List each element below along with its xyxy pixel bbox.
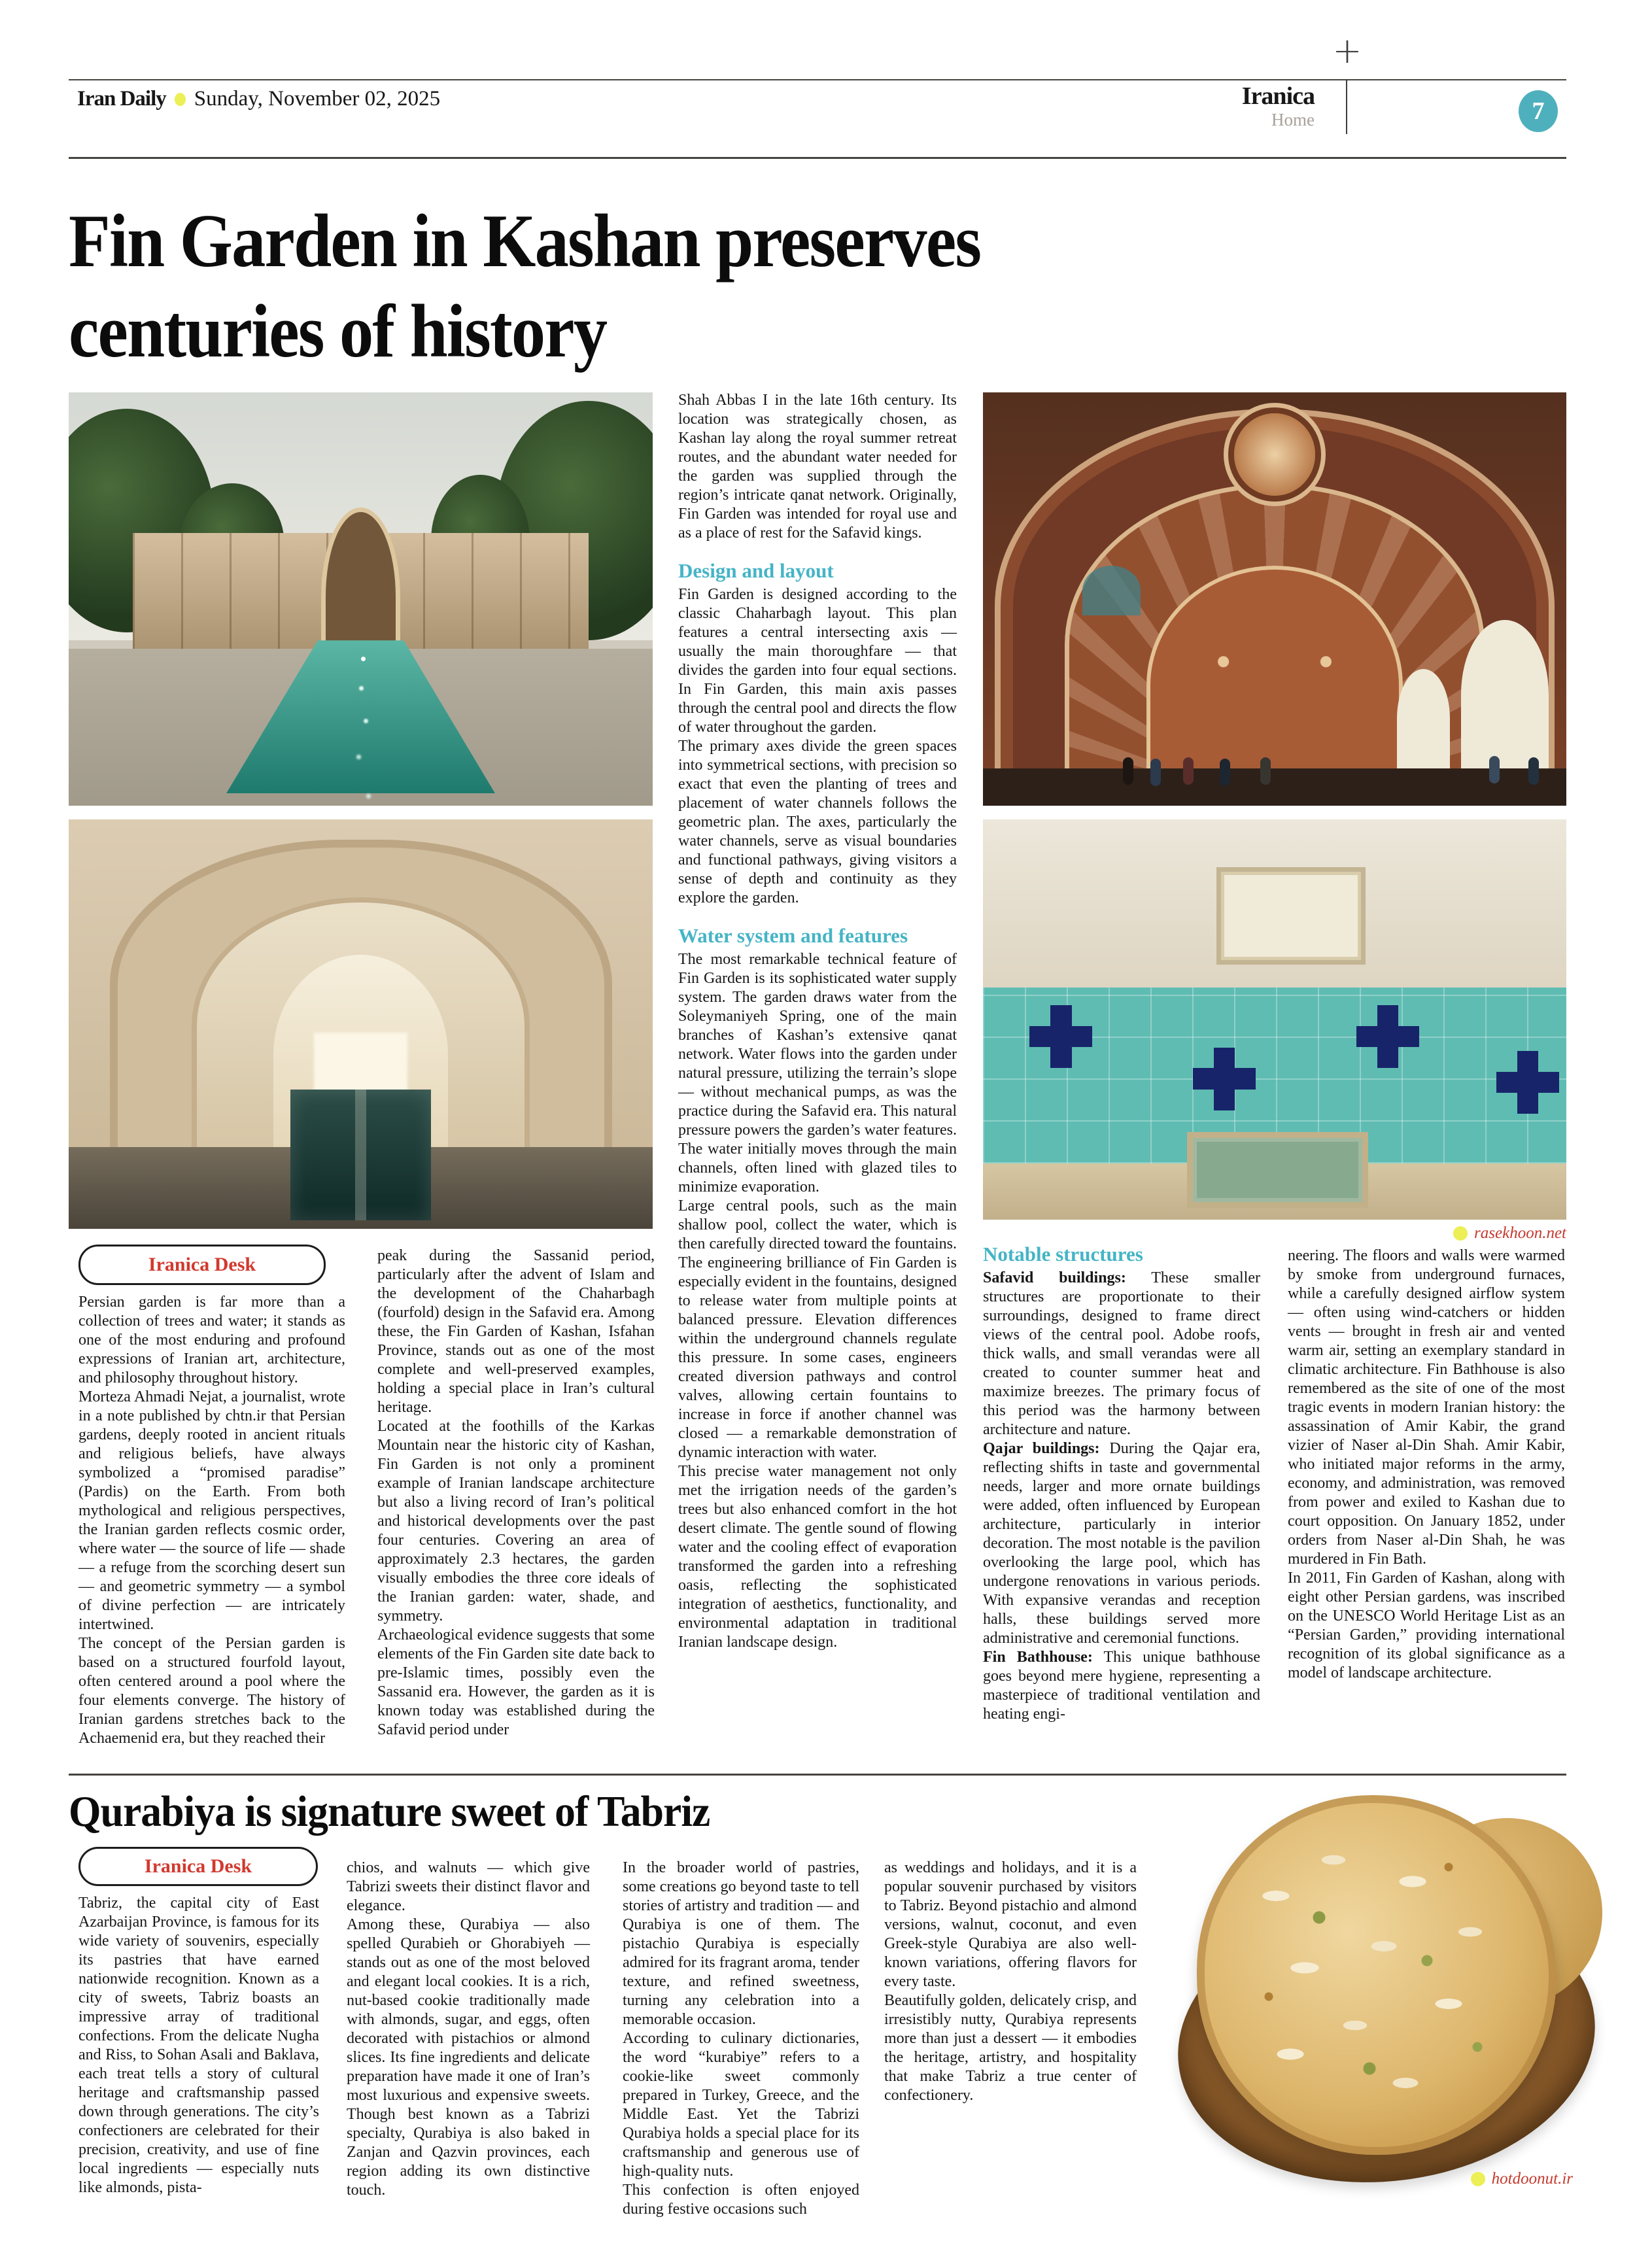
photo-tile-cross-motif	[1356, 1005, 1419, 1068]
article-paragraph: Morteza Ahmadi Nejat, a journalist, wrote in a note published by chtn.ir that Persian gardens, deeply rooted in ancient rituals and religious beliefs, have always symbolized a “promised paradise” (Pardis) on the Earth. From both mythological and religious perspectives, the Iranian garden reflects cosmic order, where water — the source of life — shade — a refuge from the scorching desert sun — and geometric symmetry — a symbol of divine perfection — are intricately intertwined.	[78, 1388, 345, 1633]
main-headline-line2: centuries of history	[69, 290, 607, 373]
article-paragraph: Persian garden is far more than a collection of trees and water; it stands as one of the most enduring and profound expressions of Iranian art, architecture, and philosophy throughout history.	[78, 1294, 345, 1386]
section-heading-water-system: Water system and features	[678, 924, 908, 947]
iranica-desk-badge	[78, 1847, 318, 1886]
article-paragraph: as weddings and holidays, and it is a popular souvenir purchased by visitors to Tabriz. Beyond pistachio and almond versions, walnut, coconut, and even Greek-style Qurabiya are also well-known variations, offering flavors for every taste.	[884, 1859, 1137, 1990]
bottom-article-column-4	[884, 1859, 1137, 2105]
article-paragraph: In 2011, Fin Garden of Kashan, along with eight other Persian gardens, was inscribed on the UNESCO World Heritage List as an “Persian Garden,” providing international recognition of its global significance as a model of landscape architecture.	[1288, 1570, 1565, 1681]
photo-credit-bathhouse	[1341, 1224, 1566, 1243]
yellow-dot-icon	[1471, 2172, 1485, 2186]
article-paragraph: chios, and walnuts — which give Tabrizi sweets their distinct flavor and elegance.	[347, 1859, 590, 1914]
iranica-desk-badge	[78, 1245, 326, 1285]
article-paragraph: Fin Garden is designed according to the classic Chaharbagh layout. This plan features a central intersecting axis — usually the main thoroughfare — that divides the garden into four equal sections. In Fin Garden, this main axis passes through the central pool and directs the flow of water throughout the garden.	[678, 586, 957, 736]
photo-credit-cookie	[1357, 2170, 1573, 2188]
article-paragraph	[983, 1439, 1260, 1648]
article-paragraph: neering. The floors and walls were warmed by smoke from underground furnaces, while a carefully designed airflow system — often using wind-catchers or hidden vents — brought in fresh air and vented warm air, setting an exemplary standard in climatic architecture. Fin Bathhouse is also remembered as the site of one of the most tragic events in modern Iranian history: the assassination of Amir Kabir, the grand vizier of Naser al-Din Shah. Amir Kabir, who initiated major reforms in the army, economy, and administration, was removed from power and exiled to Kashan due to court opposition. On January 1852, under orders from Naser al-Din Shah, he was murdered in Fin Bath.	[1288, 1247, 1565, 1568]
article-paragraph: Tabriz, the capital city of East Azarbaijan Province, is famous for its wide variety of souvenirs, especially its pastries that have earned nationwide recognition. Known as a city of sweets, Tabriz boasts an impressive array of traditional confections. From the delicate Nugha and Riss, to Sohan Asali and Baklava, each treat tells a story of cultural heritage and craftsmanship passed down through generations. The city’s confectioners are celebrated for their precision, creativity, and use of fine local ingredients — especially nuts like almonds, pista-	[78, 1895, 319, 2196]
photo-teal-niche	[1082, 566, 1141, 615]
photo-qurabiya-cookie	[1161, 1792, 1619, 2191]
photo-credit-text: rasekhoon.net	[1474, 1224, 1566, 1242]
paragraph-text: This unique bathhouse goes beyond mere hygiene, representing a masterpiece of traditional ventilation and heating engi-	[983, 1649, 1260, 1723]
desk-label: Iranica Desk	[144, 1855, 252, 1877]
photo-tile-cross-motif	[1496, 1051, 1559, 1114]
photo-inscription-plaque	[1216, 867, 1366, 965]
paragraph-lead: Fin Bathhouse:	[983, 1649, 1093, 1666]
article-paragraph: peak during the Sassanid period, particularly after the advent of Islam and the development of the Chaharbagh (fourfold) design in the Safavid era. Among these, the Fin Garden of Kashan, Isfahan Province, stands out as one of the most complete and well-preserved examples, holding a special place in Iran’s cultural heritage.	[377, 1247, 655, 1416]
section-heading-design-and-layout: Design and layout	[678, 559, 834, 582]
article-paragraph: Beautifully golden, delicately crisp, and irresistibly nutty, Qurabiya represents more than just a dessert — it embodies the heritage, artistry, and hospitality that make Tabriz a true center of confectionery.	[884, 1992, 1137, 2104]
photo-fin-garden-interior-pool	[69, 819, 653, 1229]
paragraph-text: During the Qajar era, reflecting shifts in taste and governmental needs, larger and more ornate buildings were added, often influenced by European architecture, particularly in interior decoration. The most notable is the pavilion overlooking the large pool, which has undergone renovations in various periods. With expansive verandas and reception halls, these buildings served more administrative and ceremonial functions.	[983, 1440, 1261, 1647]
main-article-column-2	[377, 1246, 655, 1740]
desk-label: Iranica Desk	[148, 1254, 256, 1275]
article-paragraph: The concept of the Persian garden is based on a structured fourfold layout, often centered around a pool where the four elements converge. The history of Iranian gardens stretches back to the Achaemenid era, but they reached their	[78, 1635, 345, 1747]
paragraph-text: These smaller structures are proportionate to their surroundings, designed to frame direct views of the central pool. Adobe roofs, thick walls, and small verandas were all created to counter summer heat and maximize breezes. The primary focus of this period was the harmony between architecture and nature.	[983, 1269, 1260, 1438]
section-block	[1086, 82, 1315, 129]
section-heading-notable-structures: Notable structures	[983, 1243, 1143, 1265]
main-article-column-middle	[678, 391, 957, 1652]
section-title[interactable]: Iranica	[1241, 82, 1315, 110]
bottom-article-column-2	[347, 1859, 590, 2200]
main-article-column-5	[1288, 1246, 1565, 1683]
article-divider-rule	[69, 1774, 1566, 1776]
article-paragraph: Archaeological evidence suggests that some elements of the Fin Garden site date back to pre-Islamic times, possibly even the Sassanid era. However, the garden as it is known today was established during the Safavid period under	[377, 1626, 655, 1738]
photo-fin-bathhouse-tiles	[983, 819, 1566, 1220]
article-paragraph: In the broader world of pastries, some creations go beyond taste to tell stories of artistry and tradition — and Qurabiya is one of them. The pistachio Qurabiya is especially admired for its fragrant aroma, tender texture, and refined sweetness, turning any celebration into a memorable occasion.	[623, 1859, 859, 2028]
bottom-article-column-1	[78, 1894, 319, 2197]
section-home-label[interactable]: Home	[1271, 110, 1315, 129]
photo-tile-cross-motif	[1029, 1005, 1092, 1068]
issue-date: Sunday, November 02, 2025	[194, 87, 441, 111]
page-number-badge: 7	[1519, 90, 1558, 132]
article-paragraph: This confection is often enjoyed during festive occasions such	[623, 2182, 859, 2218]
main-headline-line1: Fin Garden in Kashan preserves	[69, 199, 981, 283]
photo-credit-text: hotdoonut.ir	[1491, 2170, 1573, 2188]
brand-title: Iran Daily	[77, 87, 166, 111]
article-paragraph: Large central pools, such as the main shallow pool, collect the water, which is then carefully directed toward the fountains. The engineering brilliance of Fin Garden is especially evident in the fountains, designed to release water from multiple points at balanced pressure. Elevation differences within the underground channels regulate this pressure. In some cases, engineers created diversion pathways and control valves, allowing certain fountains to increase in force if another channel was closed — a remarkable demonstration of dynamic interaction with water.	[678, 1197, 957, 1461]
main-headline	[69, 196, 980, 377]
photo-reflecting-pool	[290, 1090, 430, 1220]
paragraph-lead: Safavid buildings:	[983, 1269, 1126, 1286]
article-paragraph: Among these, Qurabiya — also spelled Qurabieh or Ghorabiyeh — stands out as one of the most beloved and elegant local cookies. It is a rich, nut-based cookie traditionally made with almonds, sugar, and eggs, often decorated with pistachios or almond slices. Its fine ingredients and delicate preparation have made it one of Iran’s most luxurious and expensive sweets. Though best known as a Tabrizi specialty, Qurabiya is also baked in Zanjan and Qazvin provinces, each region adding its own distinctive touch.	[347, 1916, 590, 2199]
photo-bath-pool	[1187, 1132, 1368, 1208]
bottom-headline: Qurabiya is signature sweet of Tabriz	[69, 1787, 710, 1836]
article-paragraph: This precise water management not only met the irrigation needs of the garden’s trees but also enhanced comfort in the hot desert climate. The gentle sound of flowing water and the cooling effect of evaporation transformed the garden into a refreshing oasis, reflecting the sophisticated integration of aesthetics, functionality, and environmental adaptation in traditional Iranian landscape design.	[678, 1463, 957, 1651]
article-paragraph: Located at the foothills of the Karkas Mountain near the historic city of Kashan, Fin Garden is not only a prominent example of Iranian landscape architecture but also a living record of Iran’s political and historical developments over the past four centuries. Covering an area of approximately 2.3 hectares, the garden visually embodies the three core ideals of the Iranian garden: water, shade, and symmetry.	[377, 1418, 655, 1624]
photo-fin-garden-exterior	[69, 392, 653, 806]
yellow-dot-icon	[1453, 1226, 1468, 1241]
photo-vault-medallion	[1234, 413, 1316, 496]
photo-bright-opening	[1397, 669, 1449, 768]
article-paragraph: Shah Abbas I in the late 16th century. Its location was strategically chosen, as Kashan lay along the royal summer retreat routes, and the abundant water needed for the garden was supplied through the region’s intricate qanat network. Originally, Fin Garden was intended for royal use and as a place of rest for the Safavid kings.	[678, 392, 957, 541]
article-paragraph	[983, 1648, 1260, 1724]
yellow-dot-icon	[175, 93, 186, 106]
photo-visitors-silhouettes	[1123, 757, 1133, 785]
photo-bright-opening	[1461, 620, 1549, 769]
header-top-rule	[69, 79, 1566, 80]
photo-floor	[983, 768, 1566, 806]
photo-tile-cross-motif	[1193, 1048, 1256, 1110]
article-paragraph: The primary axes divide the green spaces into symmetrical sections, with precision so exact that even the planting of trees and placement of water channels follows the geometric plan. The axes, particularly the water channels, serve as visual boundaries and functional pathways, giving visitors a sense of depth and continuity as they explore the garden.	[678, 738, 957, 906]
article-paragraph	[983, 1269, 1260, 1439]
plus-icon: +	[1332, 30, 1362, 71]
paragraph-lead: Qajar buildings:	[983, 1440, 1100, 1457]
main-article-column-notable	[983, 1241, 1260, 1724]
photo-cookie-with-almond-slices	[1197, 1795, 1557, 2155]
header-vertical-divider	[1346, 79, 1347, 134]
bottom-article-column-3	[623, 1859, 859, 2219]
photo-painted-vault-interior	[983, 392, 1566, 806]
masthead	[77, 87, 440, 111]
header-bottom-rule	[69, 157, 1566, 159]
article-paragraph: According to culinary dictionaries, the word “kurabiye” refers to a cookie-like sweet commonly prepared in Turkey, Greece, and the Middle East. Yet the Tabrizi Qurabiya holds a special place for its craftsmanship and generous use of high-quality nuts.	[623, 2030, 859, 2180]
main-article-column-1	[78, 1293, 345, 1748]
article-paragraph: The most remarkable technical feature of Fin Garden is its sophisticated water supply system. The garden draws water from the Soleymaniyeh Spring, one of the main branches of Kashan’s extensive qanat network. Water flows into the garden under natural pressure, utilizing the terrain’s slope — without mechanical pumps, as was the practice during the Safavid era. This natural pressure powers the garden’s water features. The water initially moves through the main channels, often lined with glazed tiles to minimize evaporation.	[678, 951, 957, 1195]
